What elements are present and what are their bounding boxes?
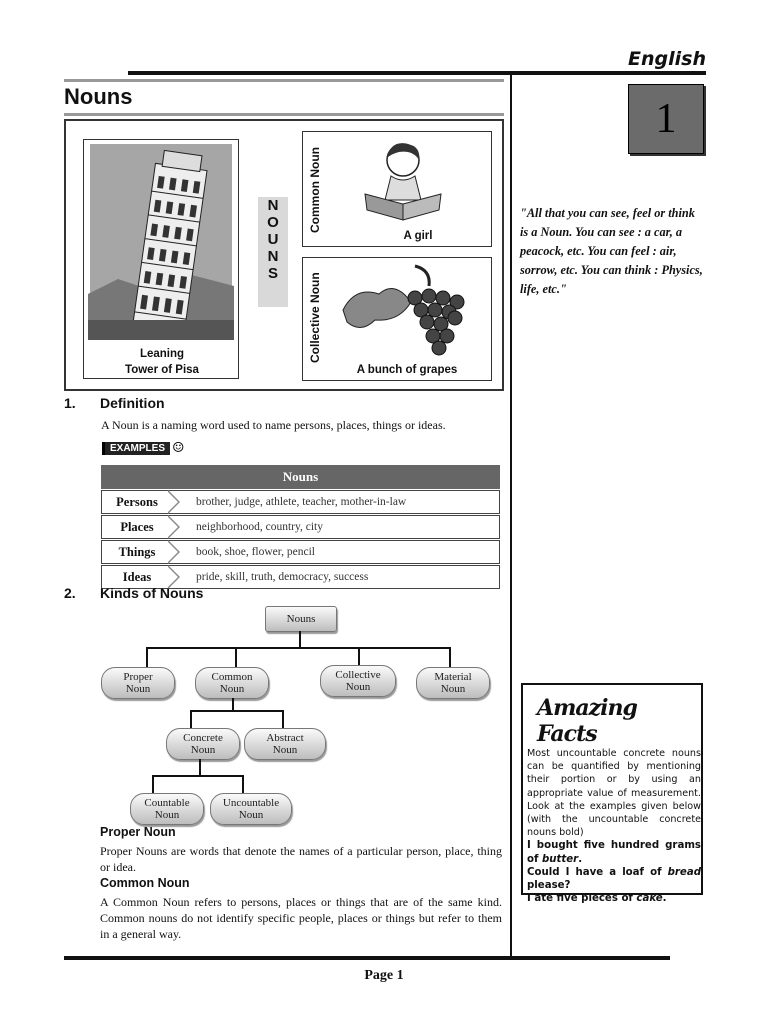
top-rule — [128, 71, 706, 75]
fact-example: I bought five hundred grams of butter. — [527, 840, 701, 865]
proper-noun-caption-line1: Leaning — [139, 348, 185, 360]
row-examples: pride, skill, truth, democracy, success — [196, 571, 369, 583]
page-number: Page 1 — [364, 968, 404, 983]
row-examples: brother, judge, athlete, teacher, mother-in-law — [196, 496, 407, 508]
tower-of-pisa-image — [88, 144, 234, 340]
proper-noun-caption-line2: Tower of Pisa — [125, 364, 199, 376]
noun-illustration — [64, 119, 504, 391]
tree-node-common-noun: Common Noun — [195, 667, 269, 699]
title-rule-bottom — [64, 113, 504, 116]
collective-noun-panel — [302, 257, 492, 381]
section2-number: 2. — [64, 585, 76, 601]
tree-node-collective-noun: Collective Noun — [320, 665, 396, 697]
examples-label: EXAMPLES — [102, 442, 170, 455]
row-category: Places — [120, 520, 154, 534]
fact-example: Could I have a loaf of bread please? — [527, 866, 701, 892]
girl-reading-image — [361, 138, 461, 226]
row-category: Ideas — [122, 570, 152, 584]
nouns-letter: U — [267, 231, 279, 248]
fact-example: I ate five pieces of cake. — [527, 893, 667, 905]
amazing-facts-title: Amazing Facts — [537, 695, 637, 747]
examples-table — [101, 465, 500, 589]
table-row — [101, 490, 500, 514]
tree-node-countable-noun: Countable Noun — [130, 793, 204, 825]
section2-heading: Kinds of Nouns — [100, 585, 204, 601]
amazing-facts-text: Most uncountable concrete nouns can be quantified by mentioning their portion or by using an appropriate value of measurement. Look at the examples given below (with the uncountable concrete nouns bold) — [527, 748, 701, 839]
tree-node-nouns: Nouns — [265, 606, 337, 632]
page-title: Nouns — [64, 84, 133, 109]
amazing-facts-body — [527, 747, 701, 905]
tree-node-material-noun: Material Noun — [416, 667, 490, 699]
chapter-number: 1 — [655, 96, 677, 142]
tree-node-proper-noun: Proper Noun — [101, 667, 175, 699]
examples-table-header: Nouns — [101, 465, 500, 489]
proper-noun-panel — [83, 139, 239, 379]
row-examples: neighborhood, country, city — [196, 521, 324, 533]
bottom-rule — [64, 956, 670, 960]
row-category: Things — [118, 545, 156, 559]
nouns-letter: N — [267, 248, 279, 265]
tree-node-uncountable-noun: Uncountable Noun — [210, 793, 292, 825]
common-noun-panel — [302, 131, 492, 247]
collective-noun-caption: A bunch of grapes — [356, 364, 458, 376]
nouns-letter: O — [267, 214, 279, 231]
row-examples: book, shoe, flower, pencil — [196, 546, 315, 558]
chapter-number-box — [628, 84, 704, 154]
common-noun-caption: A girl — [403, 230, 433, 242]
title-rule-top — [64, 79, 504, 82]
amazing-facts-box — [521, 683, 703, 905]
subject-label: English — [628, 48, 706, 70]
common-noun-heading: Common Noun — [100, 876, 190, 890]
bunch-of-grapes-image — [335, 262, 485, 360]
tree-node-abstract-noun: Abstract Noun — [244, 728, 326, 760]
section1-number: 1. — [64, 395, 76, 411]
examples-badge — [102, 440, 185, 456]
nouns-letter: N — [267, 197, 279, 214]
common-noun-text: A Common Noun refers to persons, places or things that are of the same kind. Common nouns do not identify specific people, places or things but refer to them in a general way. — [100, 895, 502, 941]
proper-noun-heading: Proper Noun — [100, 825, 176, 839]
collective-noun-label: Collective Noun — [308, 272, 322, 364]
table-row — [101, 540, 500, 564]
column-divider — [510, 75, 512, 957]
proper-noun-text: Proper Nouns are words that denote the names of a particular person, place, thing or idea. — [100, 844, 502, 874]
tree-node-concrete-noun: Concrete Noun — [166, 728, 240, 760]
definition-text: A Noun is a naming word used to name persons, places, things or ideas. — [101, 418, 446, 432]
common-noun-label: Common Noun — [308, 147, 322, 233]
row-category: Persons — [116, 495, 158, 509]
table-row — [101, 515, 500, 539]
nouns-letter: S — [267, 265, 278, 282]
nouns-vertical-word — [258, 197, 288, 307]
noun-quote: "All that you can see, feel or think is a Noun. You can see : a car, a peacock, etc. You can feel : air, sorrow, etc. You can think : Physics, life, etc." — [520, 206, 703, 296]
section1-heading: Definition — [100, 395, 165, 411]
smiley-icon: ☺ — [172, 440, 185, 456]
